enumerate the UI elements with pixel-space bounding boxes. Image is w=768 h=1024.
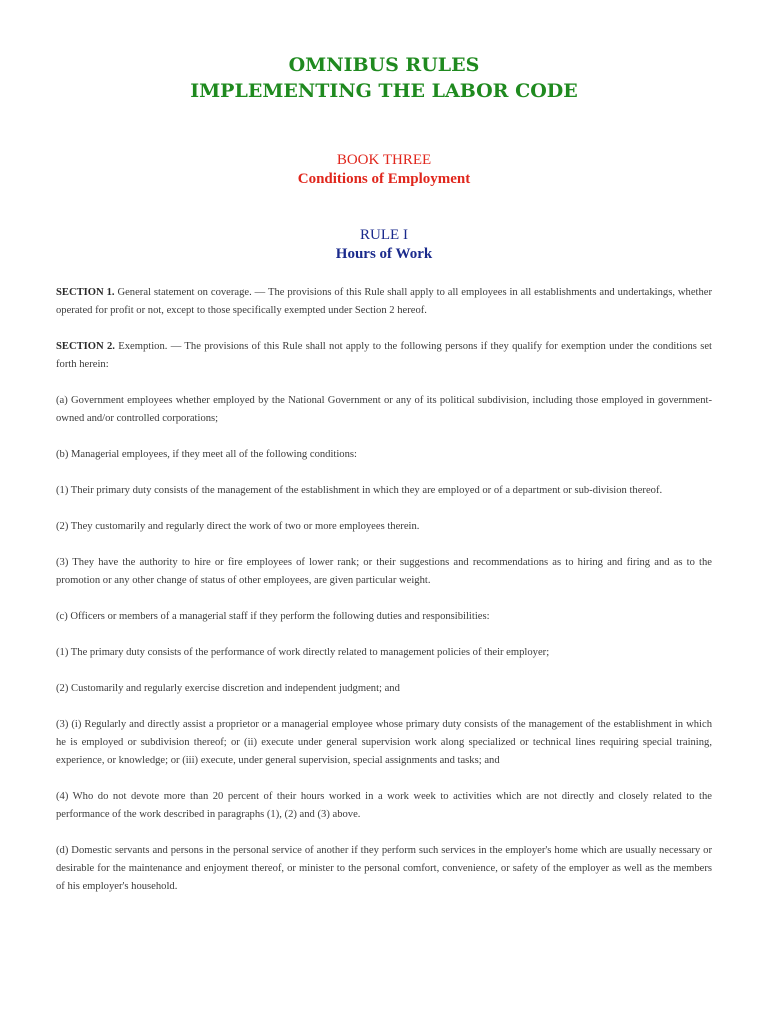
clause-c3-paragraph [56,716,712,770]
clause-c2-paragraph [56,680,712,698]
paragraph-text: (d) Domestic servants and persons in the personal service of another if they perform such services in the employer's home which are usually necessary or desirable for the maintenance and enjoyment thereof, or minister to the personal comfort, convenience, or safety of the employer as well as the members of his employer's household. [56,845,712,892]
paragraph-text: (1) The primary duty consists of the performance of work directly related to management policies of their employer; [56,647,550,658]
book-subtitle: Conditions of Employment [297,171,471,187]
paragraph-text: (4) Who do not devote more than 20 percent of their hours worked in a work week to activities which are not directly and closely related to the performance of the work described in paragraphs (1), (2) and (3) above. [56,791,712,820]
paragraph-text: (2) They customarily and regularly direct the work of two or more employees therein. [56,521,420,532]
paragraph-text: (2) Customarily and regularly exercise discretion and independent judgment; and [56,683,400,694]
paragraph-text: (c) Officers or members of a managerial staff if they perform the following duties and responsibilities: [56,611,490,622]
clause-c1-paragraph [56,644,712,662]
title-line-2: IMPLEMENTING THE LABOR CODE [190,80,578,102]
section-lead: SECTION 2. [56,341,115,352]
clause-c4-paragraph [56,788,712,824]
clause-d-paragraph [56,842,712,896]
rule-heading [56,226,712,264]
title-line-1: OMNIBUS RULES [288,54,480,76]
rule-label: RULE I [360,227,408,243]
book-label: BOOK THREE [336,152,432,168]
clause-b3-paragraph [56,554,712,590]
clause-b2-paragraph [56,518,712,536]
paragraph-text: (3) (i) Regularly and directly assist a proprietor or a managerial employee whose primary duty consists of the management of the establishment in which he is employed or subdivision thereof; or (ii) execute under general supervision work along specialized or technical lines requiring special training, experience, or knowledge; or (iii) execute, under general supervision, special assignments and tasks; and [56,719,712,766]
paragraph-text: Exemption. — The provisions of this Rule shall not apply to the following persons if they qualify for exemption under the conditions set forth herein: [56,341,712,370]
paragraph-text: (a) Government employees whether employed by the National Government or any of its political subdivision, including those employed in government-owned and/or controlled corporations; [56,395,712,424]
clause-b-paragraph [56,446,712,464]
paragraph-text: (1) Their primary duty consists of the management of the establishment in which they are employed or of a department or sub-division thereof. [56,485,663,496]
document-title [56,52,712,104]
paragraph-text: (3) They have the authority to hire or fire employees of lower rank; or their suggestions and recommendations as to hiring and firing and as to the promotion or any other change of status of other employees, are given particular weight. [56,557,712,586]
rule-subtitle: Hours of Work [335,246,433,262]
clause-a-paragraph [56,392,712,428]
book-heading [56,151,712,189]
clause-b1-paragraph [56,482,712,500]
clause-c-paragraph [56,608,712,626]
sections-body [56,284,712,896]
section-lead: SECTION 1. [56,287,115,298]
paragraph-text: (b) Managerial employees, if they meet all of the following conditions: [56,449,357,460]
paragraph-text: General statement on coverage. — The provisions of this Rule shall apply to all employees in all establishments and undertakings, whether operated for profit or not, except to those specifically exempted under Section 2 hereof. [56,287,713,316]
section-2-paragraph [56,338,712,374]
section-1-paragraph [56,284,712,320]
